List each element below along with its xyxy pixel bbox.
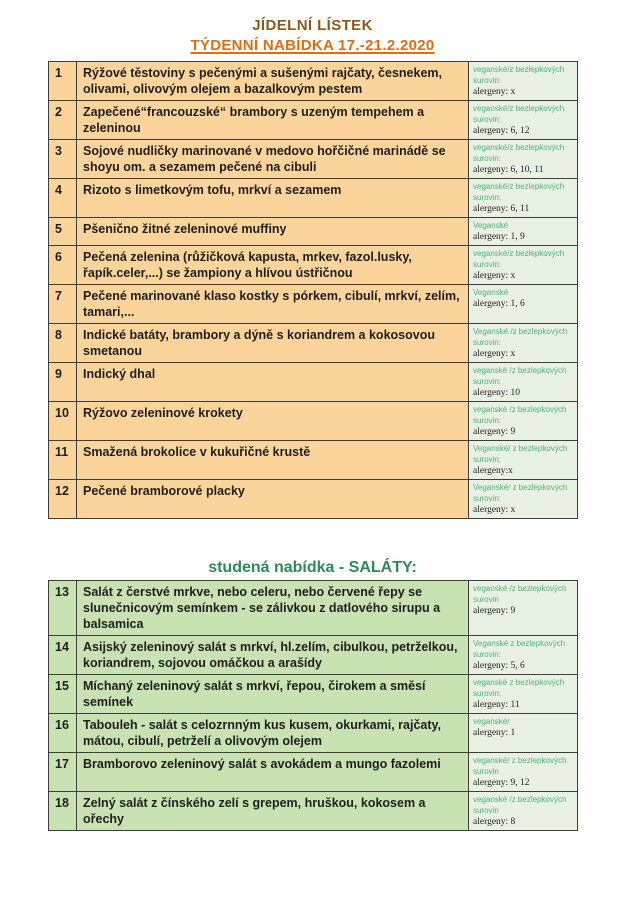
allergen-label: alergeny: 9, 12 [473, 778, 530, 788]
row-number: 8 [49, 324, 77, 363]
menu-row [49, 285, 578, 324]
menu-row [49, 218, 578, 246]
dish-name: Bramborovo zeleninový salát s avokádem a mungo fazolemi [77, 753, 469, 792]
allergen-label: alergeny: x [473, 349, 516, 359]
menu-row [49, 675, 578, 714]
diet-allergen-cell [469, 714, 578, 753]
menu-row [49, 792, 578, 831]
dish-name: Sojové nudličky marinované v medovo hořčičné marinádě se shoyu om. a sezamem pečené na cibuli [77, 140, 469, 179]
allergen-label: alergeny: x [473, 87, 516, 97]
diet-allergen-cell [469, 285, 578, 324]
dish-name: Zelný salát z čínského zelí s grepem, hruškou, kokosem a ořechy [77, 792, 469, 831]
cold-menu-rows [49, 581, 578, 831]
diet-allergen-cell [469, 581, 578, 636]
menu-row [49, 363, 578, 402]
row-number: 15 [49, 675, 77, 714]
row-number: 16 [49, 714, 77, 753]
diet-allergen-cell [469, 324, 578, 363]
diet-label: veganské/ z bezlepkových surovin [473, 756, 567, 776]
dish-name: Indický dhal [77, 363, 469, 402]
diet-label: veganské/z bezlepkových surovin: [473, 65, 565, 85]
diet-allergen-cell [469, 480, 578, 519]
menu-document [0, 16, 625, 900]
page-title: JÍDELNÍ LÍSTEK [252, 17, 373, 34]
row-number: 17 [49, 753, 77, 792]
allergen-label: alergeny:x [473, 466, 513, 476]
dish-name: Pečené bramborové placky [77, 480, 469, 519]
dish-name: Rýžovo zeleninové krokety [77, 402, 469, 441]
row-number: 2 [49, 101, 77, 140]
menu-row [49, 324, 578, 363]
allergen-label: alergeny: 1 [473, 728, 516, 738]
allergen-label: alergeny: x [473, 505, 516, 515]
diet-allergen-cell [469, 101, 578, 140]
menu-row [49, 246, 578, 285]
diet-label: veganské z bezlepkových surovin: [473, 678, 565, 698]
row-number: 9 [49, 363, 77, 402]
menu-row [49, 62, 578, 101]
dish-name: Rizoto s limetkovým tofu, mrkví a sezamem [77, 179, 469, 218]
page-subtitle: TÝDENNÍ NABÍDKA 17.-21.2.2020 [190, 37, 435, 54]
diet-label: veganské/z bezlepkových surovin: [473, 143, 565, 163]
allergen-label: alergeny: 1, 6 [473, 299, 525, 309]
dish-name: Pečená zelenina (růžičková kapusta, mrkev, fazol.lusky, řapík.celer,...) se žampiony a hlívou ústřičnou [77, 246, 469, 285]
hot-menu-table [48, 61, 578, 519]
row-number: 11 [49, 441, 77, 480]
allergen-label: alergeny: 8 [473, 817, 516, 827]
dish-name: Tabouleh - salát s celozrnným kus kusem, okurkami, rajčaty, mátou, cibulí, petrželí a olivovým olejem [77, 714, 469, 753]
dish-name: Pečené marinované klaso kostky s pórkem, cibulí, mrkví, zelím, tamari,... [77, 285, 469, 324]
allergen-label: alergeny: 6, 10, 11 [473, 165, 544, 175]
menu-row [49, 101, 578, 140]
menu-row [49, 179, 578, 218]
allergen-label: alergeny: 11 [473, 700, 520, 710]
diet-allergen-cell [469, 636, 578, 675]
diet-label: veganské /z bezlepkových surovin: [473, 366, 567, 386]
row-number: 3 [49, 140, 77, 179]
row-number: 5 [49, 218, 77, 246]
dish-name: Míchaný zeleninový salát s mrkví, řepou, čirokem a směsí semínek [77, 675, 469, 714]
allergen-label: alergeny: 6, 12 [473, 126, 530, 136]
dish-name: Salát z čerstvé mrkve, nebo celeru, nebo červené řepy se slunečnicovým semínkem - se zálivkou z datlového sirupu a balsamica [77, 581, 469, 636]
menu-row [49, 402, 578, 441]
cold-menu-table [48, 580, 578, 831]
diet-allergen-cell [469, 402, 578, 441]
diet-allergen-cell [469, 753, 578, 792]
diet-label: Veganské /z bezlepkových surovin: [473, 327, 568, 347]
row-number: 10 [49, 402, 77, 441]
menu-row [49, 441, 578, 480]
row-number: 1 [49, 62, 77, 101]
menu-row [49, 480, 578, 519]
row-number: 4 [49, 179, 77, 218]
diet-allergen-cell [469, 675, 578, 714]
dish-name: Zapečené“francouzské“ brambory s uzeným tempehem a zeleninou [77, 101, 469, 140]
dish-name: Indické batáty, brambory a dýně s koriandrem a kokosovou smetanou [77, 324, 469, 363]
allergen-label: alergeny: 5, 6 [473, 661, 525, 671]
diet-label: veganské/ [473, 717, 510, 726]
dish-name: Pšenično žitné zeleninové muffiny [77, 218, 469, 246]
diet-label: Veganské/ z bezlepkových surovin: [473, 483, 568, 503]
allergen-label: alergeny: 9 [473, 606, 516, 616]
row-number: 13 [49, 581, 77, 636]
menu-row [49, 581, 578, 636]
diet-label: veganské /z bezlepkových surovin: [473, 405, 567, 425]
diet-allergen-cell [469, 218, 578, 246]
row-number: 7 [49, 285, 77, 324]
menu-row [49, 714, 578, 753]
diet-allergen-cell [469, 792, 578, 831]
diet-label: veganské /z bezlepkových surovin [473, 584, 567, 604]
diet-allergen-cell [469, 179, 578, 218]
allergen-label: alergeny: 6, 11 [473, 204, 530, 214]
hot-menu-rows [49, 62, 578, 519]
allergen-label: alergeny: x [473, 271, 516, 281]
diet-label: veganské/z bezlepkových surovin: [473, 182, 565, 202]
diet-label: Veganské z bezlepkových surovin: [473, 639, 566, 659]
menu-row [49, 753, 578, 792]
cold-section-title: studená nabídka - SALÁTY: [208, 559, 417, 576]
diet-allergen-cell [469, 441, 578, 480]
menu-row [49, 140, 578, 179]
dish-name: Rýžové těstoviny s pečenými a sušenými rajčaty, česnekem, olivami, olivovým olejem a bazalkovým pestem [77, 62, 469, 101]
row-number: 12 [49, 480, 77, 519]
allergen-label: alergeny: 10 [473, 388, 521, 398]
menu-row [49, 636, 578, 675]
diet-label: veganské/z bezlepkových surovin: [473, 249, 565, 269]
diet-label: Veganské/ z bezlepkových surovin: [473, 444, 568, 464]
diet-allergen-cell [469, 140, 578, 179]
diet-allergen-cell [469, 62, 578, 101]
allergen-label: alergeny: 1, 9 [473, 232, 525, 242]
diet-label: veganské/z bezlepkových surovin: [473, 104, 565, 124]
dish-name: Smažená brokolice v kukuřičné krustě [77, 441, 469, 480]
diet-label: Veganské [473, 288, 509, 297]
diet-allergen-cell [469, 363, 578, 402]
row-number: 6 [49, 246, 77, 285]
diet-label: Veganské [473, 221, 509, 230]
row-number: 18 [49, 792, 77, 831]
allergen-label: alergeny: 9 [473, 427, 516, 437]
dish-name: Asijský zeleninový salát s mrkví, hl.zelím, cibulkou, petrželkou, koriandrem, sojovou omáčkou a arašídy [77, 636, 469, 675]
row-number: 14 [49, 636, 77, 675]
diet-label: veganské /z bezlepkových surovin [473, 795, 567, 815]
diet-allergen-cell [469, 246, 578, 285]
